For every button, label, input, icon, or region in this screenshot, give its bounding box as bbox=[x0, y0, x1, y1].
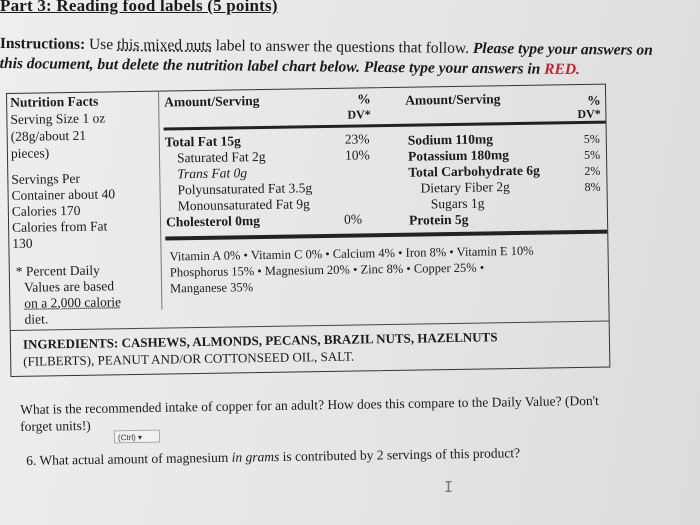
instructions-italic: Please type your answers on this document, but delete the nutrition label chart below. Please type your answers in bbox=[0, 39, 653, 78]
section-heading: Part 3: Reading food labels (5 points) bbox=[0, 0, 278, 15]
footnote-line-1: * Percent Daily bbox=[15, 262, 100, 279]
nutrient-left-dv: 0% bbox=[343, 211, 363, 227]
question-5-line-2: forget units!) bbox=[20, 417, 91, 434]
nutrient-left: Total Fat 15g bbox=[164, 133, 241, 150]
instructions-text-1: Use bbox=[85, 35, 118, 54]
nutrient-left: Saturated Fat 2g bbox=[176, 148, 266, 166]
serving-pieces: pieces) bbox=[10, 145, 50, 161]
serving-grams: (28g/about 21 bbox=[10, 127, 87, 144]
instructions-text-2: label to answer the questions that follow. bbox=[211, 37, 473, 57]
nutrient-right-dv: 5% bbox=[583, 131, 600, 146]
question-6-text-a: What actual amount of magnesium bbox=[39, 449, 232, 468]
label-column-divider bbox=[158, 92, 162, 310]
nutrient-left-dv: 10% bbox=[344, 147, 370, 163]
col-amount-1: Amount/Serving bbox=[164, 93, 260, 110]
footnote-line-3: on a 2,000 calorie bbox=[24, 294, 122, 311]
servings-container: Container about 40 bbox=[11, 186, 116, 203]
col-dv-pct-1: % bbox=[357, 91, 371, 107]
nutrient-left: Trans Fat 0g bbox=[177, 165, 248, 182]
nutrient-right-dv: 8% bbox=[584, 179, 601, 194]
instructions-red-text: RED. bbox=[544, 60, 581, 79]
col-dv-pct-2: % bbox=[587, 92, 601, 108]
serving-size: Serving Size 1 oz bbox=[10, 110, 106, 127]
question-6-text-c: is contributed by 2 servings of this product? bbox=[279, 445, 521, 465]
label-thick-rule-top bbox=[164, 121, 606, 131]
calories: Calories 170 bbox=[11, 202, 81, 219]
nutrient-left: Cholesterol 0mg bbox=[165, 213, 261, 230]
col-amount-2: Amount/Serving bbox=[405, 91, 501, 108]
text-cursor: I bbox=[444, 478, 454, 496]
question-6 bbox=[26, 444, 520, 469]
col-dv-1: DV* bbox=[347, 107, 371, 122]
instructions-label: Instructions: bbox=[0, 34, 86, 53]
question-6-number: 6. bbox=[26, 452, 37, 468]
nutrient-right-dv: 5% bbox=[583, 147, 601, 162]
label-thick-rule-bottom bbox=[165, 230, 607, 241]
nutrient-right: Sodium 110mg bbox=[407, 131, 494, 148]
ingredients-line-1: INGREDIENTS: CASHEWS, ALMONDS, PECANS, BRAZIL NUTS, HAZELNUTS bbox=[22, 329, 498, 352]
calories-from-fat-value: 130 bbox=[12, 235, 33, 251]
nutrient-right: Total Carbohydrate 6g bbox=[408, 162, 540, 180]
ingredients-line-2: (FILBERTS), PEANUT AND/OR COTTONSEED OIL, SALT. bbox=[23, 348, 355, 369]
question-5-line-1: What is the recommended intake of copper for an adult? How does this compare to the Daily Value? (Don't bbox=[20, 392, 599, 417]
vitamins-line-1: Vitamin A 0% • Vitamin C 0% • Calcium 4% • Iron 8% • Vitamin E 10% bbox=[169, 243, 534, 264]
nutrient-right: Sugars 1g bbox=[430, 195, 485, 212]
vitamins-line-2: Phosphorus 15% • Magnesium 20% • Zinc 8% • Copper 25% • bbox=[169, 260, 485, 280]
nutrient-right-dv: 2% bbox=[584, 163, 601, 178]
nutrient-right: Potassium 180mg bbox=[407, 147, 510, 164]
calories-from-fat: Calories from Fat bbox=[11, 218, 108, 235]
col-dv-2: DV* bbox=[577, 106, 601, 122]
nutrient-right: Protein 5g bbox=[408, 211, 469, 228]
label-title: Nutrition Facts bbox=[10, 93, 99, 110]
paste-options-button[interactable]: (Ctrl) ▾ bbox=[114, 430, 160, 444]
nutrient-right: Dietary Fiber 2g bbox=[420, 179, 510, 196]
instructions-link: this mixed nuts bbox=[116, 36, 212, 55]
vitamins-line-3: Manganese 35% bbox=[169, 280, 254, 296]
servings-per: Servings Per bbox=[11, 170, 81, 187]
nutrient-left: Polyunsaturated Fat 3.5g bbox=[177, 180, 313, 198]
nutrient-left-dv: 23% bbox=[344, 131, 370, 147]
nutrition-label bbox=[6, 84, 610, 377]
question-6-text-b: in grams bbox=[231, 449, 280, 465]
nutrient-left: Monounsaturated Fat 9g bbox=[177, 196, 310, 214]
footnote-line-4: diet. bbox=[24, 311, 49, 327]
ingredients-divider bbox=[11, 321, 609, 331]
instructions-paragraph bbox=[0, 34, 680, 81]
footnote-line-2: Values are based bbox=[23, 278, 115, 295]
